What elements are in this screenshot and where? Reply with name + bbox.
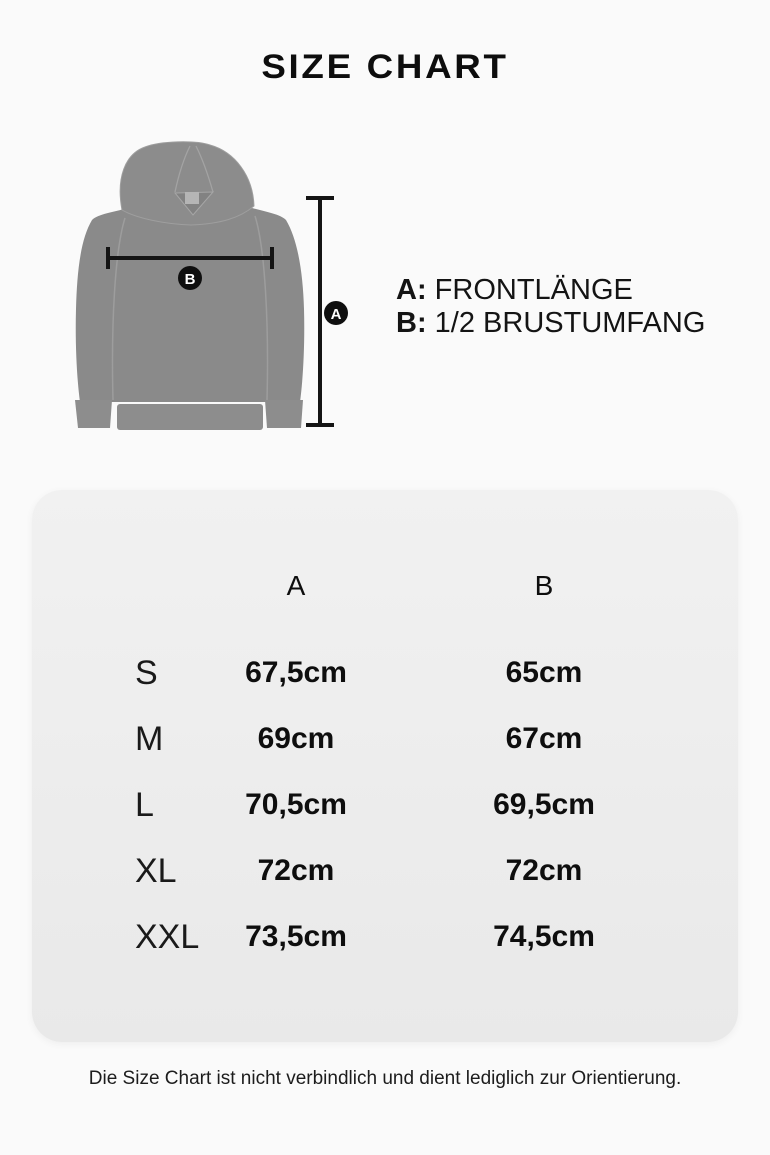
left-cuff [75,400,112,428]
table-row [32,772,738,838]
table-row [32,706,738,772]
size-table-card [32,490,738,1042]
value-b: 65cm [505,656,583,689]
value-a: 67,5cm [245,656,347,689]
legend-label-a: FRONTLÄNGE [434,274,633,306]
disclaimer-note: Die Size Chart ist nicht verbindlich und dient lediglich zur Orientierung. [88,1068,682,1089]
header-column-a: A [286,570,306,601]
value-b: 74,5cm [493,920,595,953]
value-a: 69cm [257,722,335,755]
badge-b-label: B [184,271,196,288]
legend-label-b: 1/2 BRUSTUMFANG [434,307,706,339]
legend-line-b [396,307,705,340]
page-title: SIZE CHART [261,48,509,86]
value-a: 70,5cm [245,788,347,821]
value-b: 67cm [505,722,583,755]
value-b: 69,5cm [493,788,595,821]
size-label: XXL [135,917,200,956]
value-a: 73,5cm [245,920,347,953]
value-b: 72cm [505,854,583,887]
badge-a-label: A [330,306,342,323]
hood [120,142,254,225]
table-row [32,838,738,904]
hem-band [117,404,263,430]
badge-a [324,301,348,325]
hoodie-illustration [70,138,350,440]
badge-b [178,266,202,290]
size-label: M [135,719,164,758]
table-row [32,640,738,706]
value-a: 72cm [257,854,335,887]
hoodie-body [76,208,305,402]
size-label: XL [135,851,177,890]
header-column-b: B [534,570,554,601]
neck-label [185,192,199,204]
legend-key-b: B: [396,307,427,339]
size-label: L [135,785,154,824]
right-cuff [265,400,303,428]
table-row [32,904,738,970]
measurement-legend [396,274,705,340]
size-table-header [32,570,738,600]
legend-key-a: A: [396,274,427,306]
legend-line-a [396,274,705,307]
size-label: S [135,653,158,692]
